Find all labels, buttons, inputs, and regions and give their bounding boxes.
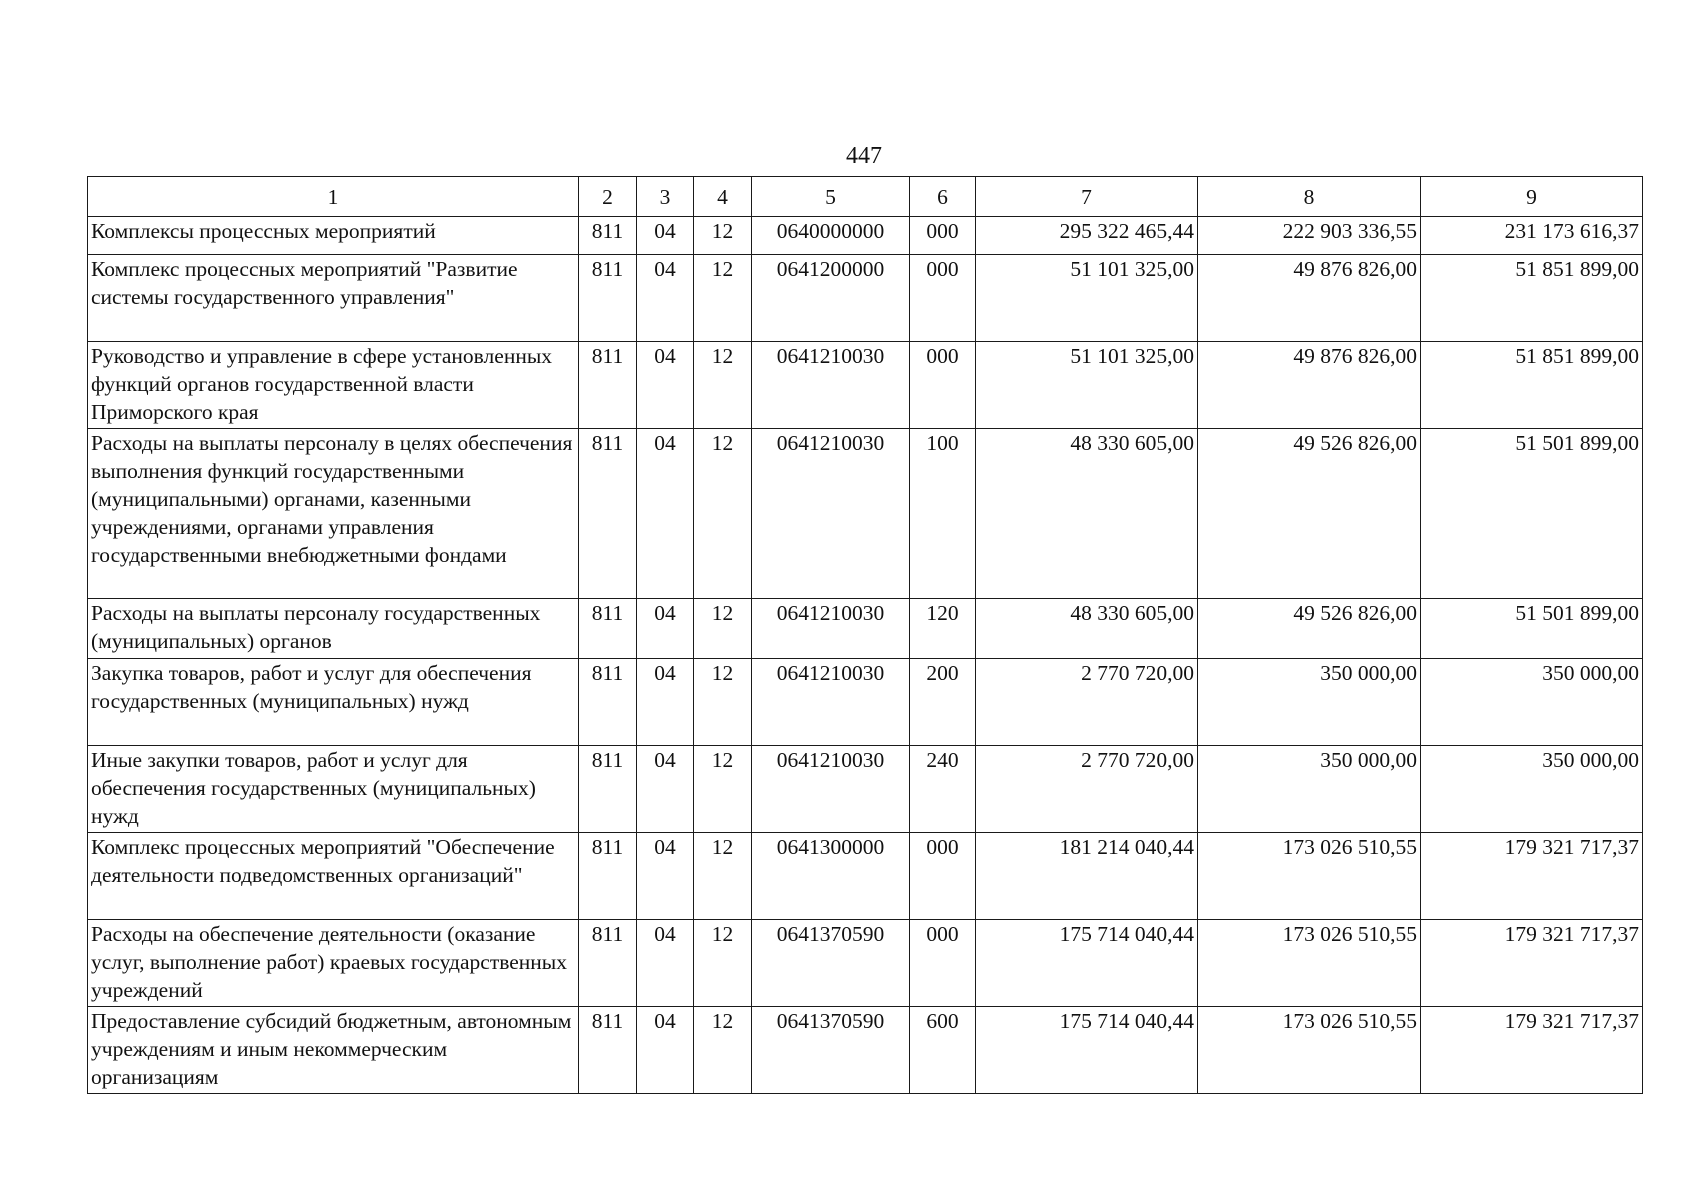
code-cell: 0640000000 [752, 217, 910, 255]
amount-cell: 350 000,00 [1198, 746, 1421, 833]
amount-cell: 51 101 325,00 [976, 342, 1198, 429]
code-cell: 12 [694, 342, 752, 429]
row-name: Предоставление субсидий бюджетным, автономным учреждениям и иным некоммерческим организациям [88, 1007, 579, 1094]
code-cell: 240 [910, 746, 976, 833]
code-cell: 000 [910, 255, 976, 342]
code-cell: 000 [910, 342, 976, 429]
code-cell: 12 [694, 920, 752, 1007]
amount-cell: 173 026 510,55 [1198, 833, 1421, 920]
code-cell: 0641300000 [752, 833, 910, 920]
column-header: 8 [1198, 177, 1421, 217]
code-cell: 000 [910, 217, 976, 255]
row-name: Комплекс процессных мероприятий "Обеспечение деятельности подведомственных организаций" [88, 833, 579, 920]
table-row [88, 1007, 1643, 1094]
column-header: 1 [88, 177, 579, 217]
amount-cell: 51 851 899,00 [1421, 342, 1643, 429]
code-cell: 12 [694, 255, 752, 342]
code-cell: 811 [579, 599, 637, 659]
code-cell: 811 [579, 217, 637, 255]
code-cell: 04 [637, 255, 694, 342]
code-cell: 811 [579, 920, 637, 1007]
code-cell: 12 [694, 429, 752, 599]
code-cell: 0641370590 [752, 1007, 910, 1094]
amount-cell: 51 501 899,00 [1421, 429, 1643, 599]
row-name: Руководство и управление в сфере установленных функций органов государственной власти Приморского края [88, 342, 579, 429]
table-row [88, 833, 1643, 920]
amount-cell: 350 000,00 [1421, 659, 1643, 746]
amount-cell: 179 321 717,37 [1421, 1007, 1643, 1094]
table-row [88, 217, 1643, 255]
table-row [88, 920, 1643, 1007]
code-cell: 04 [637, 920, 694, 1007]
amount-cell: 295 322 465,44 [976, 217, 1198, 255]
amount-cell: 350 000,00 [1421, 746, 1643, 833]
amount-cell: 222 903 336,55 [1198, 217, 1421, 255]
code-cell: 0641370590 [752, 920, 910, 1007]
code-cell: 0641210030 [752, 342, 910, 429]
code-cell: 12 [694, 833, 752, 920]
amount-cell: 49 526 826,00 [1198, 429, 1421, 599]
row-name: Комплекс процессных мероприятий "Развитие системы государственного управления" [88, 255, 579, 342]
code-cell: 000 [910, 920, 976, 1007]
amount-cell: 231 173 616,37 [1421, 217, 1643, 255]
amount-cell: 175 714 040,44 [976, 1007, 1198, 1094]
code-cell: 200 [910, 659, 976, 746]
code-cell: 600 [910, 1007, 976, 1094]
code-cell: 811 [579, 833, 637, 920]
amount-cell: 51 501 899,00 [1421, 599, 1643, 659]
table-row [88, 342, 1643, 429]
column-header: 4 [694, 177, 752, 217]
row-name: Закупка товаров, работ и услуг для обеспечения государственных (муниципальных) нужд [88, 659, 579, 746]
table-row [88, 746, 1643, 833]
amount-cell: 49 526 826,00 [1198, 599, 1421, 659]
code-cell: 0641210030 [752, 746, 910, 833]
amount-cell: 2 770 720,00 [976, 746, 1198, 833]
amount-cell: 48 330 605,00 [976, 429, 1198, 599]
code-cell: 811 [579, 746, 637, 833]
code-cell: 12 [694, 1007, 752, 1094]
row-name: Иные закупки товаров, работ и услуг для обеспечения государственных (муниципальных) нужд [88, 746, 579, 833]
code-cell: 04 [637, 833, 694, 920]
code-cell: 04 [637, 746, 694, 833]
code-cell: 811 [579, 429, 637, 599]
code-cell: 04 [637, 1007, 694, 1094]
code-cell: 04 [637, 429, 694, 599]
code-cell: 04 [637, 217, 694, 255]
budget-table [87, 176, 1643, 1094]
amount-cell: 179 321 717,37 [1421, 833, 1643, 920]
amount-cell: 173 026 510,55 [1198, 920, 1421, 1007]
page-number: 447 [846, 143, 882, 169]
amount-cell: 48 330 605,00 [976, 599, 1198, 659]
amount-cell: 350 000,00 [1198, 659, 1421, 746]
table-row [88, 659, 1643, 746]
amount-cell: 49 876 826,00 [1198, 255, 1421, 342]
code-cell: 100 [910, 429, 976, 599]
code-cell: 0641200000 [752, 255, 910, 342]
code-cell: 000 [910, 833, 976, 920]
table-row [88, 599, 1643, 659]
code-cell: 0641210030 [752, 599, 910, 659]
row-name: Расходы на выплаты персоналу государственных (муниципальных) органов [88, 599, 579, 659]
amount-cell: 181 214 040,44 [976, 833, 1198, 920]
column-header: 9 [1421, 177, 1643, 217]
column-header: 3 [637, 177, 694, 217]
row-name: Расходы на выплаты персоналу в целях обеспечения выполнения функций государственными (муниципальными) органами, казенными учреждениями, органами управления государственными внебюджетными фондами [88, 429, 579, 599]
code-cell: 811 [579, 342, 637, 429]
table-row [88, 429, 1643, 599]
row-name: Комплексы процессных мероприятий [88, 217, 579, 255]
amount-cell: 179 321 717,37 [1421, 920, 1643, 1007]
code-cell: 04 [637, 599, 694, 659]
row-name: Расходы на обеспечение деятельности (оказание услуг, выполнение работ) краевых государственных учреждений [88, 920, 579, 1007]
code-cell: 12 [694, 746, 752, 833]
code-cell: 04 [637, 342, 694, 429]
column-header: 2 [579, 177, 637, 217]
amount-cell: 51 851 899,00 [1421, 255, 1643, 342]
amount-cell: 49 876 826,00 [1198, 342, 1421, 429]
amount-cell: 2 770 720,00 [976, 659, 1198, 746]
code-cell: 0641210030 [752, 659, 910, 746]
column-header: 7 [976, 177, 1198, 217]
table-row [88, 255, 1643, 342]
column-header: 5 [752, 177, 910, 217]
header-row [88, 177, 1643, 217]
amount-cell: 175 714 040,44 [976, 920, 1198, 1007]
code-cell: 811 [579, 255, 637, 342]
amount-cell: 173 026 510,55 [1198, 1007, 1421, 1094]
code-cell: 12 [694, 599, 752, 659]
column-header: 6 [910, 177, 976, 217]
code-cell: 12 [694, 217, 752, 255]
code-cell: 811 [579, 1007, 637, 1094]
code-cell: 12 [694, 659, 752, 746]
code-cell: 120 [910, 599, 976, 659]
amount-cell: 51 101 325,00 [976, 255, 1198, 342]
code-cell: 0641210030 [752, 429, 910, 599]
code-cell: 811 [579, 659, 637, 746]
code-cell: 04 [637, 659, 694, 746]
